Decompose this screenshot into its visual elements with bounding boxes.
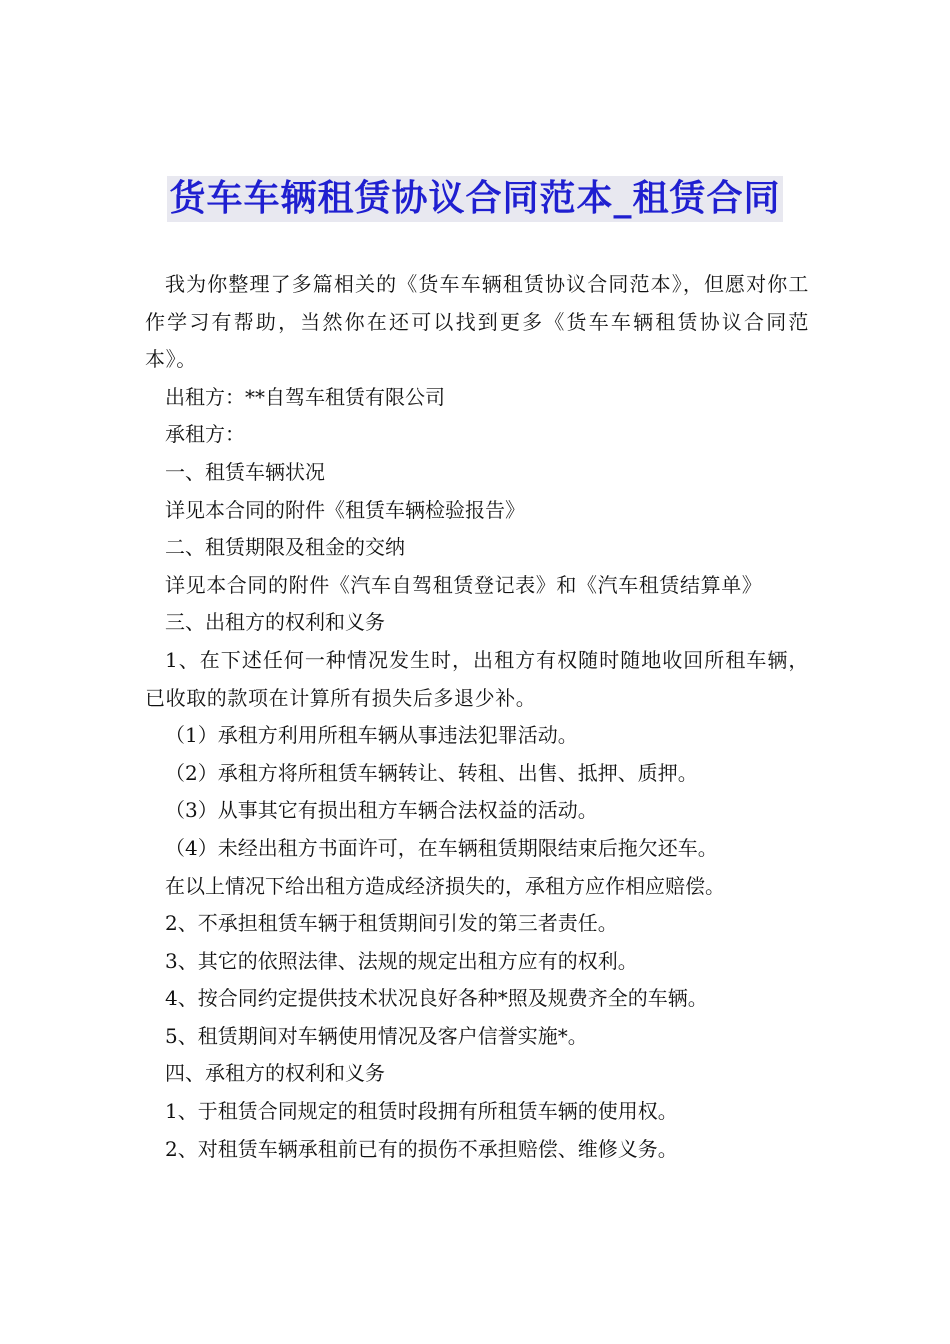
- clause: 4、按合同约定提供技术状况良好各种*照及规费齐全的车辆。: [165, 986, 708, 1011]
- sub-clause: （1）承租方利用所租车辆从事违法犯罪活动。: [165, 723, 578, 748]
- document-body: [145, 266, 809, 1168]
- clause: 3、其它的依照法律、法规的规定出租方应有的权利。: [165, 948, 638, 973]
- clause: 5、租赁期间对车辆使用情况及客户信誉实施*。: [165, 1023, 588, 1048]
- paragraph: 在以上情况下给出租方造成经济损失的，承租方应作相应赔偿。: [165, 873, 725, 898]
- lessee-line: 承租方：: [165, 422, 245, 447]
- clause: 1、于租赁合同规定的租赁时段拥有所租赁车辆的使用权。: [165, 1099, 678, 1124]
- sub-clause: （4）未经出租方书面许可，在车辆租赁期限结束后拖欠还车。: [165, 835, 718, 860]
- clause: 2、对租赁车辆承租前已有的损伤不承担赔偿、维修义务。: [165, 1136, 678, 1161]
- title-container: [0, 176, 950, 222]
- clause: 1、在下述任何一种情况发生时，出租方有权随时随地收回所租车辆，已收取的款项在计算所有损失后多退少补。: [145, 647, 809, 710]
- document-title: 货车车辆租赁协议合同范本_租赁合同: [167, 176, 782, 222]
- paragraph: 详见本合同的附件《租赁车辆检验报告》: [165, 497, 525, 522]
- section-heading-2: 二、租赁期限及租金的交纳: [165, 535, 405, 560]
- section-heading-3: 三、出租方的权利和义务: [165, 610, 385, 635]
- sub-clause: （3）从事其它有损出租方车辆合法权益的活动。: [165, 798, 598, 823]
- section-heading-4: 四、承租方的权利和义务: [165, 1061, 385, 1086]
- section-heading-1: 一、租赁车辆状况: [165, 459, 325, 484]
- clause: 2、不承担租赁车辆于租赁期间引发的第三者责任。: [165, 911, 618, 936]
- sub-clause: （2）承租方将所租赁车辆转让、转租、出售、抵押、质押。: [165, 760, 698, 785]
- intro-paragraph: 我为你整理了多篇相关的《货车车辆租赁协议合同范本》，但愿对你工作学习有帮助，当然你在还可以找到更多《货车车辆租赁协议合同范本》。: [145, 272, 809, 372]
- lessor-line: 出租方：**自驾车租赁有限公司: [165, 384, 445, 409]
- paragraph: 详见本合同的附件《汽车自驾租赁登记表》和《汽车租赁结算单》: [165, 572, 763, 597]
